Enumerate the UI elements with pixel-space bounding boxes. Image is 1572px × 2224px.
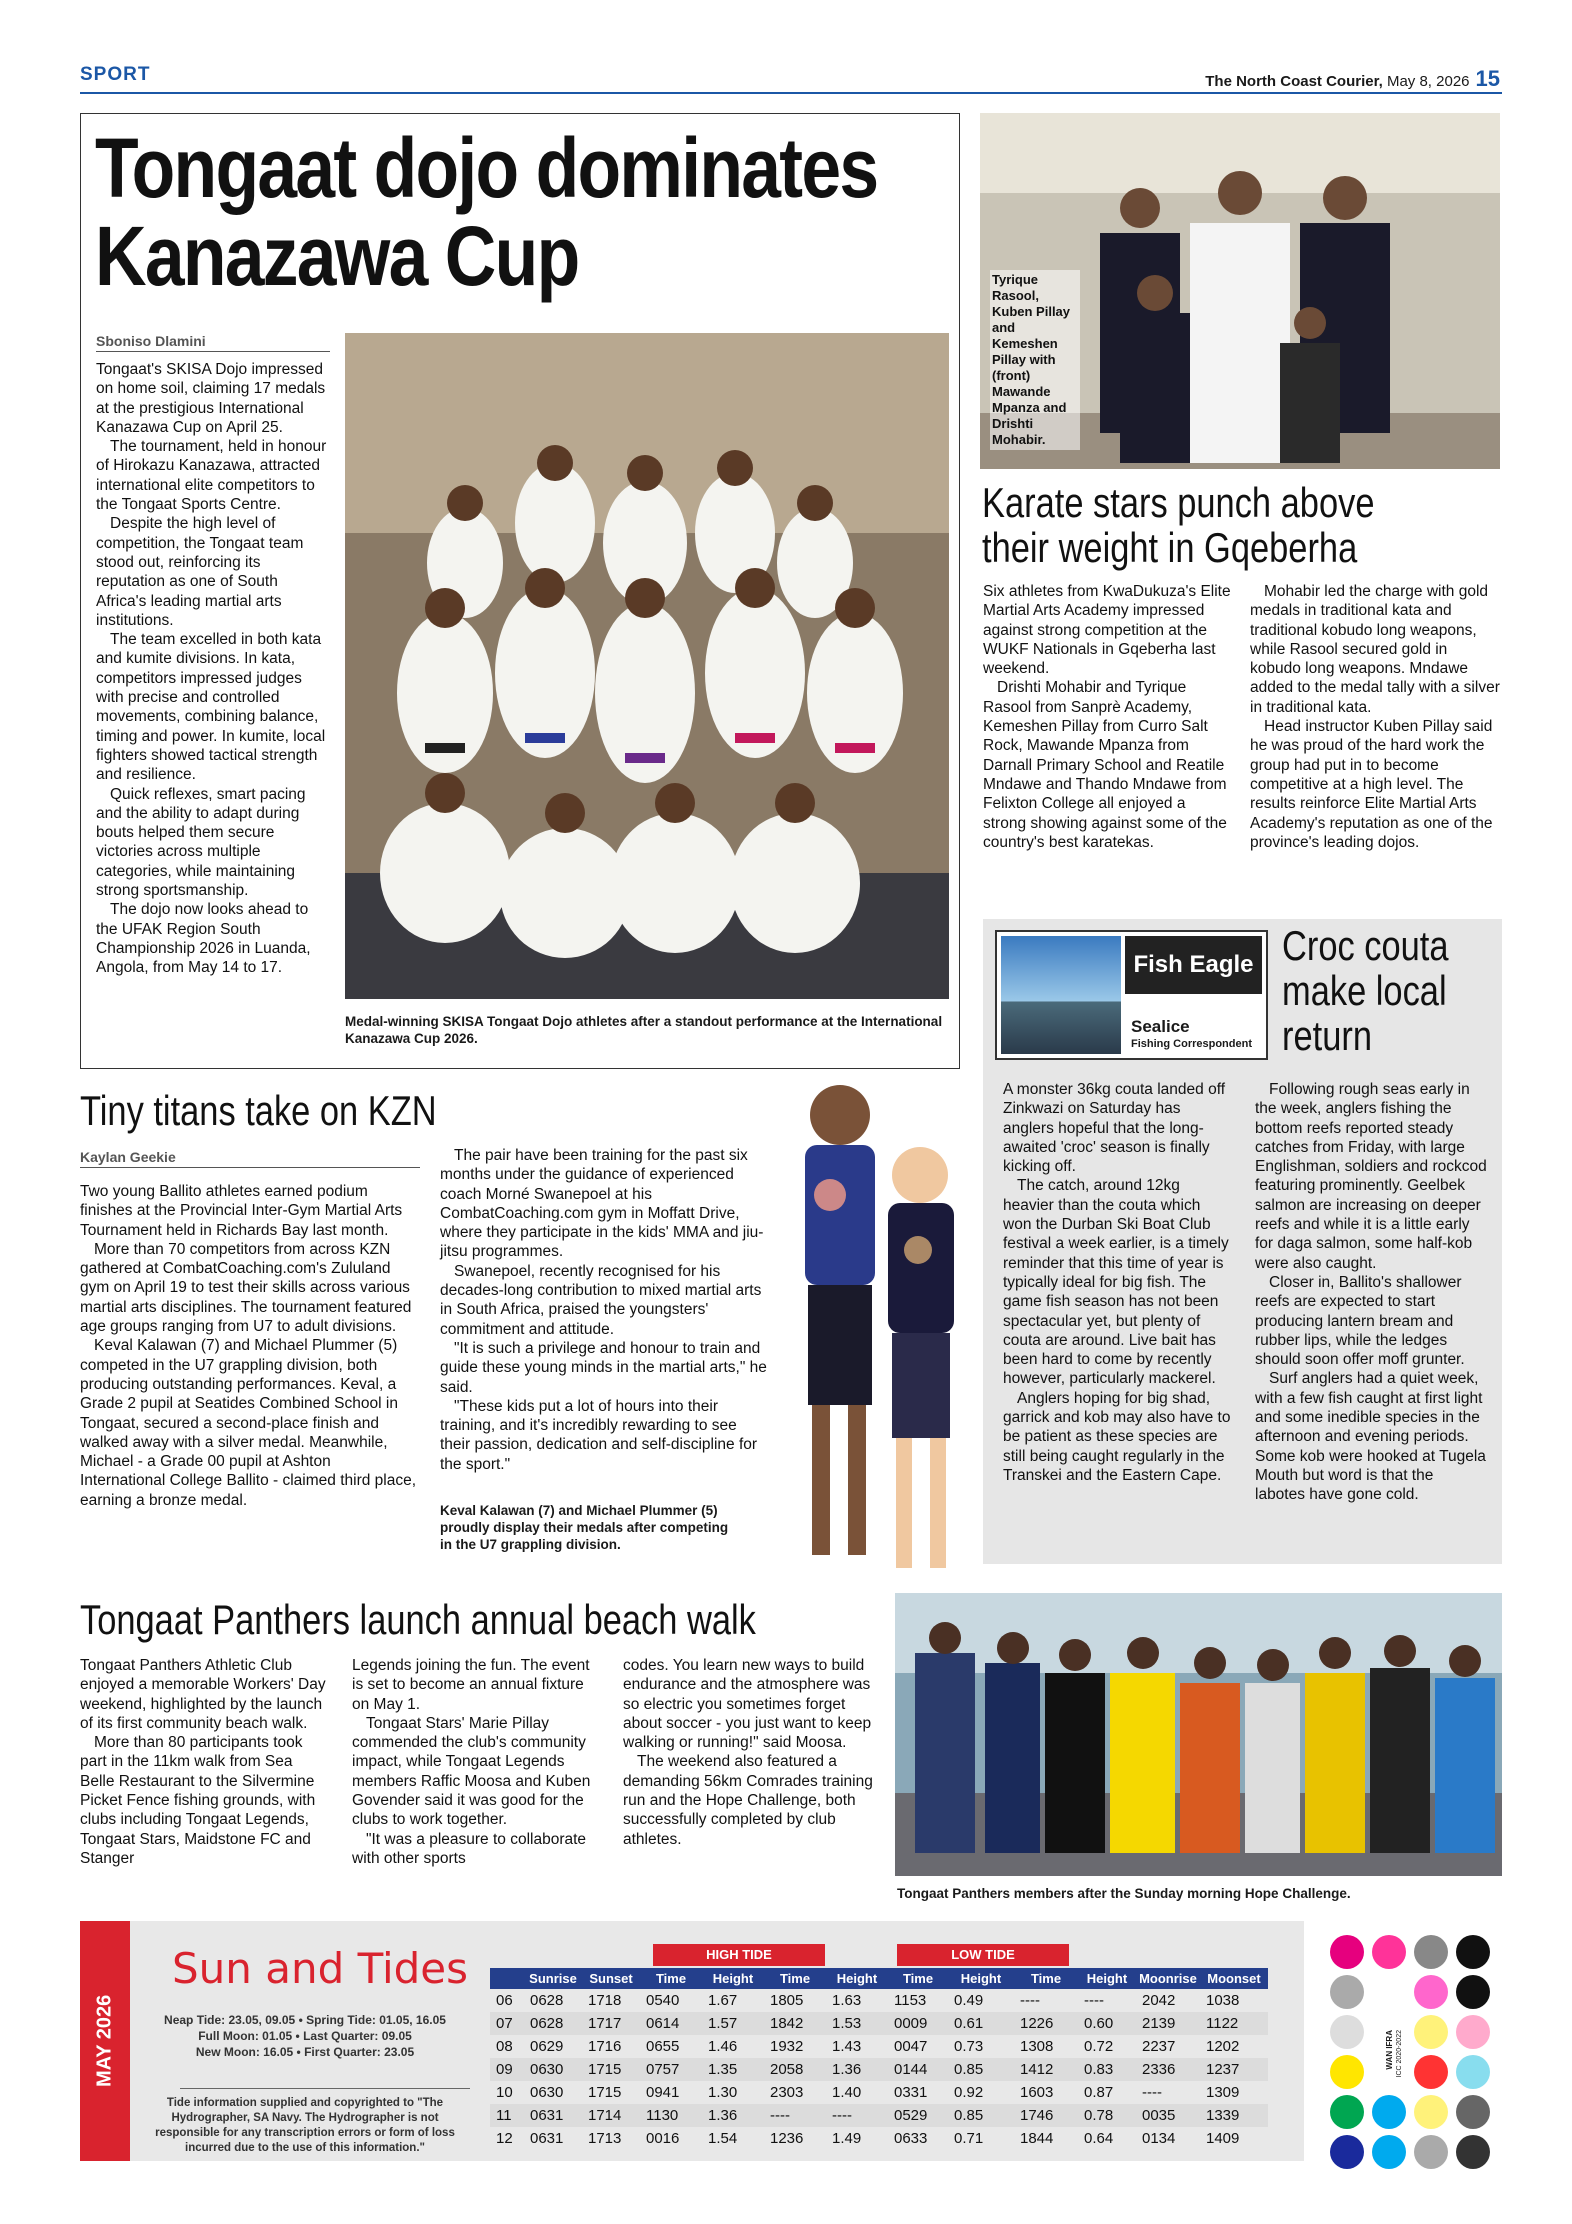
tide-cell: 0.85	[948, 2104, 1014, 2127]
stars-photo-caption: Tyrique Rasool, Kuben Pillay and Kemeshen Pillay with (front) Mawande Mpanza and Drishti Mohabir.	[990, 270, 1080, 450]
tides-moon-info	[140, 2012, 470, 2060]
tide-cell: 1236	[770, 2130, 804, 2147]
tide-cell: 1308	[1020, 2038, 1054, 2055]
lead-para: The team excelled in both kata and kumite divisions. In kata, competitors impressed judges with precise and controlled movements, combining balance, timing and power. In kumite, local fighters showed tactical strength and resilience.	[96, 631, 326, 784]
fish-para: Following rough seas early in the week, anglers fishing the bottom reefs reported steady catches from Friday, with large Englishman, soldiers and rockcod featuring prominently. Geelbek salmon are increasing on deeper reefs and while it is a little early for daga salmon, some half-kob were also caught.	[1255, 1081, 1487, 1272]
titans-para: More than 70 competitors from across KZN gathered at CombatCoaching.com's Zululand gym on April 19 to test their skills across various martial arts disciplines. The tournament featured age groups ranging from U7 to adult divisions.	[80, 1240, 412, 1336]
lead-headline-line2: Kanazawa Cup	[95, 209, 579, 303]
color-swatch	[1456, 2015, 1490, 2049]
tide-cell: 1603	[1020, 2084, 1054, 2101]
neap-spring-line: Neap Tide: 23.05, 09.05 • Spring Tide: 01.05, 16.05	[164, 2013, 446, 2027]
titans-col1	[80, 1182, 420, 1510]
tide-cell: 0631	[530, 2130, 564, 2147]
column-author-role: Fishing Correspondent	[1131, 1038, 1252, 1050]
panthers-group-photo	[895, 1593, 1502, 1876]
tide-cell: 1715	[582, 2058, 640, 2081]
fish-headline-line3: return	[1282, 1012, 1372, 1059]
tide-col-header: Time	[1014, 1968, 1078, 1989]
tide-row	[490, 2012, 1268, 2035]
stars-col1	[983, 582, 1231, 852]
fish-eagle-badge	[995, 930, 1268, 1060]
tide-cell: 1237	[1200, 2058, 1268, 2081]
tide-row	[490, 2081, 1268, 2104]
tide-cell: 2303	[770, 2084, 804, 2101]
angler-thumbnail	[1001, 936, 1121, 1054]
lead-para: The tournament, held in honour of Hirokazu Kanazawa, attracted international elite competitors to the Tongaat Sports Centre.	[96, 438, 327, 514]
column-author: Sealice	[1131, 1017, 1190, 1036]
tide-cell: 1202	[1206, 2038, 1240, 2055]
color-swatch	[1414, 2135, 1448, 2169]
tides-table	[490, 1968, 1268, 2150]
color-swatch	[1456, 1975, 1490, 2009]
tides-title: Sun and Tides	[172, 1944, 469, 1993]
titans-para: Two young Ballito athletes earned podium finishes at the Provincial Inter-Gym Martial Arts Tournament held in Richards Bay last month.	[80, 1183, 403, 1239]
tide-cell: 1.36	[702, 2104, 764, 2127]
fish-para: The catch, around 12kg heavier than the couta which won the Durban Ski Boat Club festival a week earlier, is a timely reminder that this time of year is typically ideal for big fish. The game fish season has not been spectacular yet, but plenty of couta are around. Live bait has been hard to come by recently however, particularly mackerel.	[1003, 1177, 1229, 1388]
tide-cell: 2336	[1136, 2058, 1200, 2081]
tide-cell: 1.54	[708, 2130, 738, 2147]
tide-cell: 0.60	[1078, 2012, 1136, 2035]
titans-headline: Tiny titans take on KZN	[80, 1087, 437, 1134]
tides-table-wrap	[490, 1968, 1268, 2150]
tide-cell: 1226	[1014, 2012, 1078, 2035]
tide-cell: 0016	[646, 2130, 680, 2147]
tide-cell: 1844	[1020, 2130, 1054, 2147]
tide-cell: 0009	[888, 2012, 948, 2035]
panthers-para: Legends joining the fun. The event is set to become an annual fixture on May 1.	[352, 1657, 590, 1713]
tide-cell: 1.40	[832, 2084, 862, 2101]
panthers-para: The weekend also featured a demanding 56km Comrades training run and the Hope Challenge, both successfully completed by club athletes.	[623, 1753, 873, 1848]
tide-cell: 1339	[1200, 2104, 1268, 2127]
tide-cell: 0.87	[1084, 2084, 1114, 2101]
tide-cell: 0.78	[1078, 2104, 1136, 2127]
tide-cell: ----	[764, 2104, 826, 2127]
tide-cell: 0633	[894, 2130, 928, 2147]
tide-row	[490, 2104, 1268, 2127]
tide-cell: 0655	[646, 2038, 680, 2055]
titans-para: Keval Kalawan (7) and Michael Plummer (5) competed in the U7 grappling division, both producing outstanding performances. Keval, a Grade 2 pupil at Seatides Combined School in Tongaat, secured a second-place finish and walked away with a silver medal. Meanwhile, Michael - a Grade 00 pupil at Ashton International College Ballito - claimed third place, earning a bronze medal.	[80, 1337, 417, 1509]
color-swatch	[1330, 1935, 1364, 1969]
tide-cell: 1713	[588, 2130, 622, 2147]
tide-col-header: Height	[826, 1968, 888, 1989]
color-swatch	[1330, 2015, 1364, 2049]
tide-cell: ----	[1142, 2084, 1162, 2101]
tide-cell: 1.35	[702, 2058, 764, 2081]
tide-cell: 1716	[588, 2038, 622, 2055]
lead-body	[96, 360, 330, 978]
tide-cell: 0.72	[1084, 2038, 1114, 2055]
paper-name: The North Coast Courier,	[1205, 73, 1383, 90]
stars-para: Drishti Mohabir and Tyrique Rasool from Sanprè Academy, Kemeshen Pillay from Curro Salt Rock, Mawande Mpanza from Darnall Primary School and Reatile Mndawe and Thando Mndawe from Felixton College all enjoyed a strong showing against some of the country's best karatekas.	[983, 679, 1227, 851]
tide-cell: 1.67	[708, 1992, 738, 2009]
color-swatch	[1456, 2095, 1490, 2129]
header-rule	[80, 92, 1502, 94]
titans-byline: Kaylan Geekie	[80, 1149, 420, 1168]
tide-cell: 11	[490, 2104, 524, 2127]
tide-cell: 1714	[582, 2104, 640, 2127]
color-swatch	[1414, 2015, 1448, 2049]
fish-headline-line1: Croc couta	[1282, 922, 1449, 969]
tide-cell: 1.63	[832, 1992, 862, 2009]
stars-para: Six athletes from KwaDukuza's Elite Martial Arts Academy impressed against strong competition at the WUKF Nationals in Gqeberha last weekend.	[983, 583, 1231, 678]
tide-row	[490, 2035, 1268, 2058]
color-swatch	[1330, 2135, 1364, 2169]
tide-cell: 0.64	[1084, 2130, 1114, 2147]
tide-cell: 1.43	[832, 2038, 862, 2055]
color-swatch	[1330, 2055, 1364, 2089]
tide-cell: 1715	[588, 2084, 622, 2101]
tide-col-header: Height	[948, 1968, 1014, 1989]
panthers-para: codes. You learn new ways to build endurance and the atmosphere was so electric you sometimes forget about soccer - you just want to keep walking or running!" said Moosa.	[623, 1657, 872, 1752]
tide-cell: 1718	[588, 1992, 622, 2009]
tides-month: MAY 2026	[80, 1921, 130, 2161]
masthead-info	[1205, 66, 1500, 92]
lead-para: Despite the high level of competition, the Tongaat team stood out, reinforcing its reputation as one of South Africa's leading martial arts institutions.	[96, 515, 304, 629]
panthers-para: "It was a pleasure to collaborate with other sports	[352, 1830, 587, 1867]
color-swatch	[1372, 1935, 1406, 1969]
tide-cell: 0628	[530, 1992, 564, 2009]
tide-col-header	[490, 1968, 524, 1989]
tide-cell: 0614	[640, 2012, 702, 2035]
tide-row	[490, 2058, 1268, 2081]
color-swatch	[1372, 2095, 1406, 2129]
stars-para: Mohabir led the charge with gold medals in traditional kata and traditional kobudo long weapons, while Rasool secured gold in kobudo long weapons. Mndawe added to the medal tally with a silver in traditional kata.	[1250, 583, 1500, 716]
tide-col-header: Moonset	[1200, 1968, 1268, 1989]
color-swatch	[1414, 2095, 1448, 2129]
fish-headline-line2: make local	[1282, 967, 1447, 1014]
tide-col-header: Time	[888, 1968, 948, 1989]
lead-para: Quick reflexes, smart pacing and the ability to adapt during bouts helped them secure victories across multiple categories, while maintaining strong sportsmanship.	[96, 785, 306, 900]
tide-cell: 1122	[1200, 2012, 1268, 2035]
high-tide-label: HIGH TIDE	[653, 1944, 825, 1966]
color-swatch	[1330, 1975, 1364, 2009]
tide-cell: ----	[1020, 1992, 1040, 2009]
tide-cell: 0529	[888, 2104, 948, 2127]
fish-para: Surf anglers had a quiet week, with a few fish caught at first light and some inedible species in the afternoon and evening periods. Some kob were hooked at Tugela Mouth but word is that the labotes have gone cold.	[1255, 1370, 1486, 1504]
tide-cell: 0540	[646, 1992, 680, 2009]
tide-cell: 0144	[888, 2058, 948, 2081]
tide-cell: 1.46	[708, 2038, 738, 2055]
tide-cell: 1153	[894, 1992, 927, 2009]
stars-headline-line1: Karate stars punch above	[982, 479, 1375, 526]
column-name: Fish Eagle	[1125, 936, 1262, 994]
tide-cell: 1.30	[708, 2084, 738, 2101]
fish-col2	[1255, 1080, 1487, 1505]
moon-line-1: Full Moon: 01.05 • Last Quarter: 09.05	[198, 2029, 412, 2043]
lead-byline: Sboniso Dlamini	[96, 333, 330, 352]
tide-cell: 0.83	[1078, 2058, 1136, 2081]
color-swatch	[1414, 1935, 1448, 1969]
panthers-para: Tongaat Stars' Marie Pillay commended the club's community impact, while Tongaat Legends members Raffic Moosa and Kuben Govender said it was good for the clubs to work together.	[352, 1714, 591, 1829]
tide-cell: 0035	[1136, 2104, 1200, 2127]
tide-cell: 0757	[640, 2058, 702, 2081]
tide-cell: 2058	[764, 2058, 826, 2081]
titans-col2	[440, 1146, 770, 1474]
tide-cell: ----	[826, 2104, 888, 2127]
color-swatch	[1456, 1935, 1490, 1969]
lead-para: The dojo now looks ahead to the UFAK Region South Championship 2026 in Luanda, Angola, from May 14 to 17.	[96, 901, 311, 977]
tide-cell: 08	[496, 2038, 513, 2055]
tide-cell: ----	[1084, 1992, 1104, 2009]
lead-photo-caption: Medal-winning SKISA Tongaat Dojo athletes after a standout performance at the International Kanazawa Cup 2026.	[345, 1014, 943, 1046]
tide-cell: 0630	[524, 2058, 582, 2081]
tide-cell: 2237	[1142, 2038, 1176, 2055]
tide-row	[490, 2127, 1268, 2150]
color-swatch	[1456, 2135, 1490, 2169]
tide-cell: 0047	[894, 2038, 928, 2055]
tide-cell: 09	[490, 2058, 524, 2081]
panthers-headline: Tongaat Panthers launch annual beach walk	[80, 1596, 756, 1643]
color-swatch	[1414, 1975, 1448, 2009]
titans-para: Swanepoel, recently recognised for his decades-long contribution to mixed martial arts in South Africa, praised the youngsters' commitment and attitude.	[440, 1262, 762, 1338]
young-fighters-cutout	[770, 1075, 970, 1590]
tide-cell: 1038	[1206, 1992, 1240, 2009]
titans-para: "It is such a privilege and honour to train and guide these young minds in the martial arts," he said.	[440, 1339, 767, 1396]
tide-cell: 0.85	[948, 2058, 1014, 2081]
tide-cell: 1842	[764, 2012, 826, 2035]
moon-line-2: New Moon: 16.05 • First Quarter: 23.05	[195, 2045, 415, 2059]
tide-cell: 1746	[1014, 2104, 1078, 2127]
tide-cell: 12	[496, 2130, 513, 2147]
tide-col-header: Moonrise	[1136, 1968, 1200, 1989]
wan-ifra-label: WAN IFRA	[1385, 2030, 1394, 2070]
tide-cell: 0.92	[954, 2084, 984, 2101]
tide-cell: 0.61	[948, 2012, 1014, 2035]
tide-cell: 0630	[530, 2084, 564, 2101]
color-swatch	[1414, 2055, 1448, 2089]
titans-para: The pair have been training for the past six months under the guidance of experienced coach Morné Swanepoel at his CombatCoaching.com gym in Moffatt Drive, where they participate in the kids' MMA and jiu-jitsu programmes.	[440, 1147, 764, 1261]
tide-cell: 06	[496, 1992, 513, 2009]
panthers-col2	[352, 1656, 602, 1868]
tide-cell: 0941	[646, 2084, 680, 2101]
tide-cell: 1717	[582, 2012, 640, 2035]
tide-cell: 0628	[524, 2012, 582, 2035]
tide-col-header: Time	[640, 1968, 702, 1989]
panthers-col3	[623, 1656, 873, 1849]
issue-date: May 8, 2026	[1386, 73, 1470, 90]
color-swatch	[1330, 2095, 1364, 2129]
tide-cell: 0631	[524, 2104, 582, 2127]
page-number: 15	[1475, 66, 1500, 91]
lead-para: Tongaat's SKISA Dojo impressed on home soil, claiming 17 medals at the prestigious International Kanazawa Cup on April 25.	[96, 361, 326, 436]
panthers-para: Tongaat Panthers Athletic Club enjoyed a memorable Workers' Day weekend, highlighted by the launch of its first community beach walk.	[80, 1657, 326, 1732]
tide-cell: 07	[490, 2012, 524, 2035]
titans-photo-caption: Keval Kalawan (7) and Michael Plummer (5) proudly display their medals after competing in the U7 grappling division.	[440, 1503, 729, 1552]
tides-divider	[180, 2088, 470, 2089]
icc-label: ICC 2020-2022	[1396, 2030, 1403, 2078]
tide-cell: 1.49	[832, 2130, 862, 2147]
tide-cell: 1932	[770, 2038, 804, 2055]
tide-cell: 2139	[1136, 2012, 1200, 2035]
tide-row	[490, 1989, 1268, 2012]
tide-col-header: Time	[764, 1968, 826, 1989]
tides-credit: Tide information supplied and copyrighted to "The Hydrographer, SA Navy. The Hydrographer is not responsible for any transcription errors or form of loss incurred due to the use of this information."	[155, 2097, 455, 2154]
tide-cell: 0134	[1142, 2130, 1176, 2147]
tide-cell: 1409	[1206, 2130, 1240, 2147]
fish-col1	[1003, 1080, 1231, 1485]
stars-col2	[1250, 582, 1500, 852]
tide-cell: 0.73	[954, 2038, 984, 2055]
panthers-col1	[80, 1656, 330, 1868]
tide-cell: 1412	[1014, 2058, 1078, 2081]
lead-headline-line1: Tongaat dojo dominates	[95, 121, 878, 215]
stars-headline-line2: their weight in Gqeberha	[982, 524, 1358, 571]
fish-para: Anglers hoping for big shad, garrick and kob may also have to be patient as these species are still being caught regularly in the Transkei and the Eastern Cape.	[1003, 1389, 1231, 1484]
tide-cell: 1.53	[826, 2012, 888, 2035]
tide-col-header: Height	[702, 1968, 764, 1989]
panthers-photo-caption: Tongaat Panthers members after the Sunday morning Hope Challenge.	[897, 1886, 1351, 1901]
stars-para: Head instructor Kuben Pillay said he was proud of the hard work the group had put in to become competitive at a high level. The results reinforce Elite Martial Arts Academy's reputation as one of the province's leading dojos.	[1250, 718, 1493, 851]
tide-cell: 0629	[530, 2038, 564, 2055]
panthers-para: More than 80 participants took part in the 11km walk from Sea Belle Restaurant to the Silvermine Picket Fence fishing grounds, with clubs including Tongaat Legends, Tongaat Stars, Maidstone FC and Stanger	[80, 1734, 316, 1867]
tide-cell: 0331	[894, 2084, 928, 2101]
tide-cell: 1.57	[702, 2012, 764, 2035]
fish-para: Closer in, Ballito's shallower reefs are expected to start producing lantern bream and rubber lips, while the ledges should soon offer moff grunter.	[1255, 1273, 1465, 1369]
karate-team-photo	[345, 333, 949, 999]
print-color-marks	[1330, 1935, 1500, 2161]
tide-col-header: Height	[1078, 1968, 1136, 1989]
low-tide-label: LOW TIDE	[897, 1944, 1069, 1966]
tide-cell: 2042	[1142, 1992, 1176, 2009]
color-swatch	[1456, 2055, 1490, 2089]
tide-cell: 10	[496, 2084, 513, 2101]
fish-para: A monster 36kg couta landed off Zinkwazi on Saturday has anglers hopeful that the long-awaited 'croc' season is finally kicking off.	[1003, 1081, 1226, 1176]
tide-cell: 1130	[640, 2104, 702, 2127]
tide-col-header: Sunset	[582, 1968, 640, 1989]
section-label: SPORT	[80, 64, 151, 85]
tide-cell: 1309	[1206, 2084, 1240, 2101]
tide-cell: 0.49	[954, 1992, 984, 2009]
tide-col-header: Sunrise	[524, 1968, 582, 1989]
tide-cell: 0.71	[954, 2130, 984, 2147]
tide-cell: 1805	[770, 1992, 804, 2009]
titans-para: "These kids put a lot of hours into their training, and it's incredibly rewarding to see their passion, dedication and self-discipline for the sport."	[440, 1397, 758, 1473]
color-swatch-grid	[1330, 1935, 1500, 2169]
tide-cell: 1.36	[826, 2058, 888, 2081]
color-swatch	[1372, 2135, 1406, 2169]
